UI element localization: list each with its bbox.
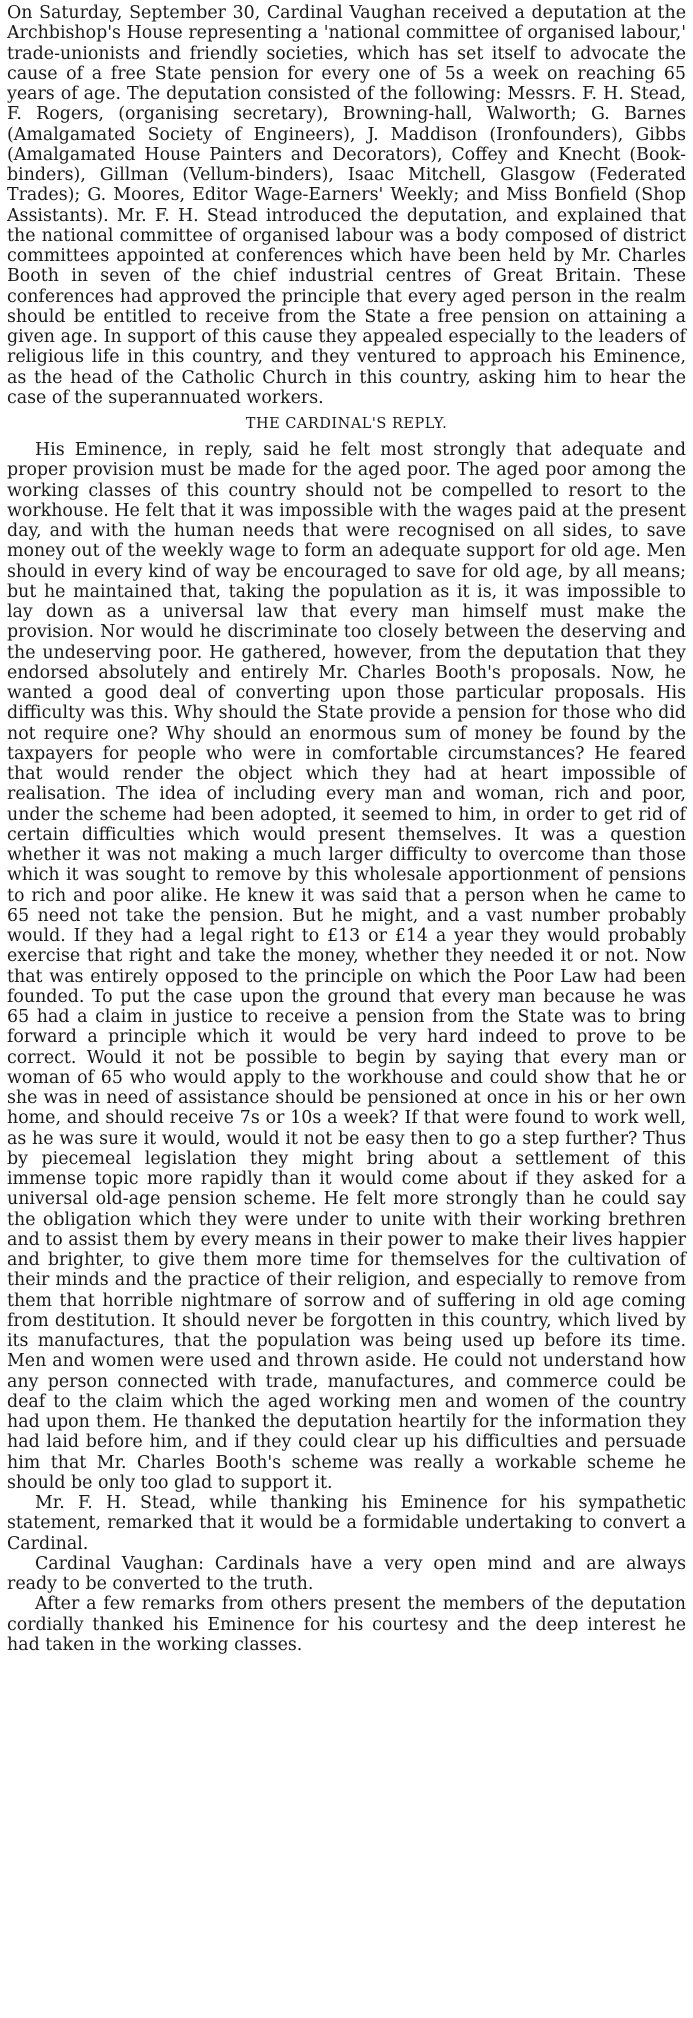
cardinal-reply-paragraph: His Eminence, in reply, said he felt most strongly that adequate and proper provision must be made for the aged poor. The aged poor among the working classes of this country should not be compelled to resort to the workhouse. He felt that it was impossible with the wages paid at the present day, and with the human needs that were recognised on all sides, to save money out of the weekly wage to form an adequate support for old age. Men should in every kind of way be encouraged to save for old age, by all means; but he maintained that, taking the population as it is, it was impossible to lay down as a universal law that every man himself must make the provision. Nor would he discriminate too closely between the deserving and the undeserving poor. He gathered, however, from the deputation that they endorsed absolutely and entirely Mr. Charles Booth's proposals. Now, he wanted a good deal of converting upon those particular proposals. His difficulty was this. Why should the State provide a pension for those who did not require one? Why should an enormous sum of money be found by the taxpayers for people who were in comfortable circumstances? He feared that would render the object which they had at heart impossible of realisation. The idea of including every man and woman, rich and poor, under the scheme had been adopted, it seemed to him, in order to get rid of certain difficulties which would present themselves. It was a question whether it was not making a much larger difficulty to overcome than those which it was sought to remove by this wholesale apportionment of pensions to rich and poor alike. He knew it was said that a person when he came to 65 need not take the pension. But he might, and a vast number probably would. If they had a legal right to £13 or £14 a year they would probably exercise that right and take the money, whether they needed it or not. Now that was entirely opposed to the principle on which the Poor Law had been founded. To put the case upon the ground that every man because he was 65 had a claim in justice to receive a pension from the State was to bring forward a principle which it would be very hard indeed to prove to be correct. Would it not be possible to begin by saying that every man or woman of 65 who would apply to the workhouse and could show that he or she was in need of assistance should be pensioned at once in his or her own home, and should receive 7s or 10s a week? If that were found to work well, as he was sure it would, would it not be easy then to go a step further? Thus by piecemeal legislation they might bring about a settlement of this immense topic more rapidly than it would come about if they asked for a universal old-age pension scheme. He felt more strongly than he could say the obligation which they were under to unite with their working brethren and to assist them by every means in their power to make their lives happier and brighter, to give them more time for themselves for the cultivation of their minds and the practice of their religion, and especially to remove from them that horrible nightmare of sorrow and of suffering in old age coming from destitution. It should never be forgotten in this country, which lived by its manufactures, that the population was being used up before its time. Men and women were used and thrown aside. He could not understand how any person connected with trade, manufactures, and commerce could be deaf to the claim which the aged working men and women of the country had upon them. He thanked the deputation heartily for the information they had laid before him, and if they could clear up his difficulties and persuade him that Mr. Charles Booth's scheme was really a workable scheme he should be only too glad to support it. (7, 440, 686, 1493)
intro-paragraph: On Saturday, September 30, Cardinal Vaughan received a deputation at the Archbishop's House representing a 'national committee of organised labour,' trade-unionists and friendly societies, which has set itself to advocate the cause of a free State pension for every one of 5s a week on reaching 65 years of age. The deputation consisted of the following: Messrs. F. H. Stead, F. Rogers, (organising secretary), Browning-hall, Walworth; G. Barnes (Amalgamated Society of Engineers), J. Maddison (Ironfounders), Gibbs (Amalgamated House Painters and Decorators), Coffey and Knecht (Book-binders), Gillman (Vellum-binders), Isaac Mitchell, Glasgow (Federated Trades); G. Moores, Editor Wage-Earners' Weekly; and Miss Bonfield (Shop Assistants). Mr. F. H. Stead introduced the deputation, and explained that the national committee of organised labour was a body composed of district committees appointed at conferences which have been held by Mr. Charles Booth in seven of the chief industrial centres of Great Britain. These conferences had approved the principle that every aged person in the realm should be entitled to receive from the State a free pension on attaining a given age. In support of this cause they appealed especially to the leaders of religious life in this country, and they ventured to approach his Eminence, as the head of the Catholic Church in this country, asking him to hear the case of the superannuated workers. (7, 3, 686, 408)
section-subheading: THE CARDINAL'S REPLY. (245, 416, 448, 432)
stead-remark-paragraph: Mr. F. H. Stead, while thanking his Eminence for his sympathetic statement, remarked that it would be a formidable undertaking to convert a Cardinal. (7, 1493, 686, 1554)
cardinal-quip-paragraph: Cardinal Vaughan: Cardinals have a very open mind and are always ready to be converted to the truth. (7, 1553, 686, 1594)
closing-paragraph: After a few remarks from others present the members of the deputation cordially thanked his Eminence for his courtesy and the deep interest he had taken in the working classes. (7, 1594, 686, 1655)
